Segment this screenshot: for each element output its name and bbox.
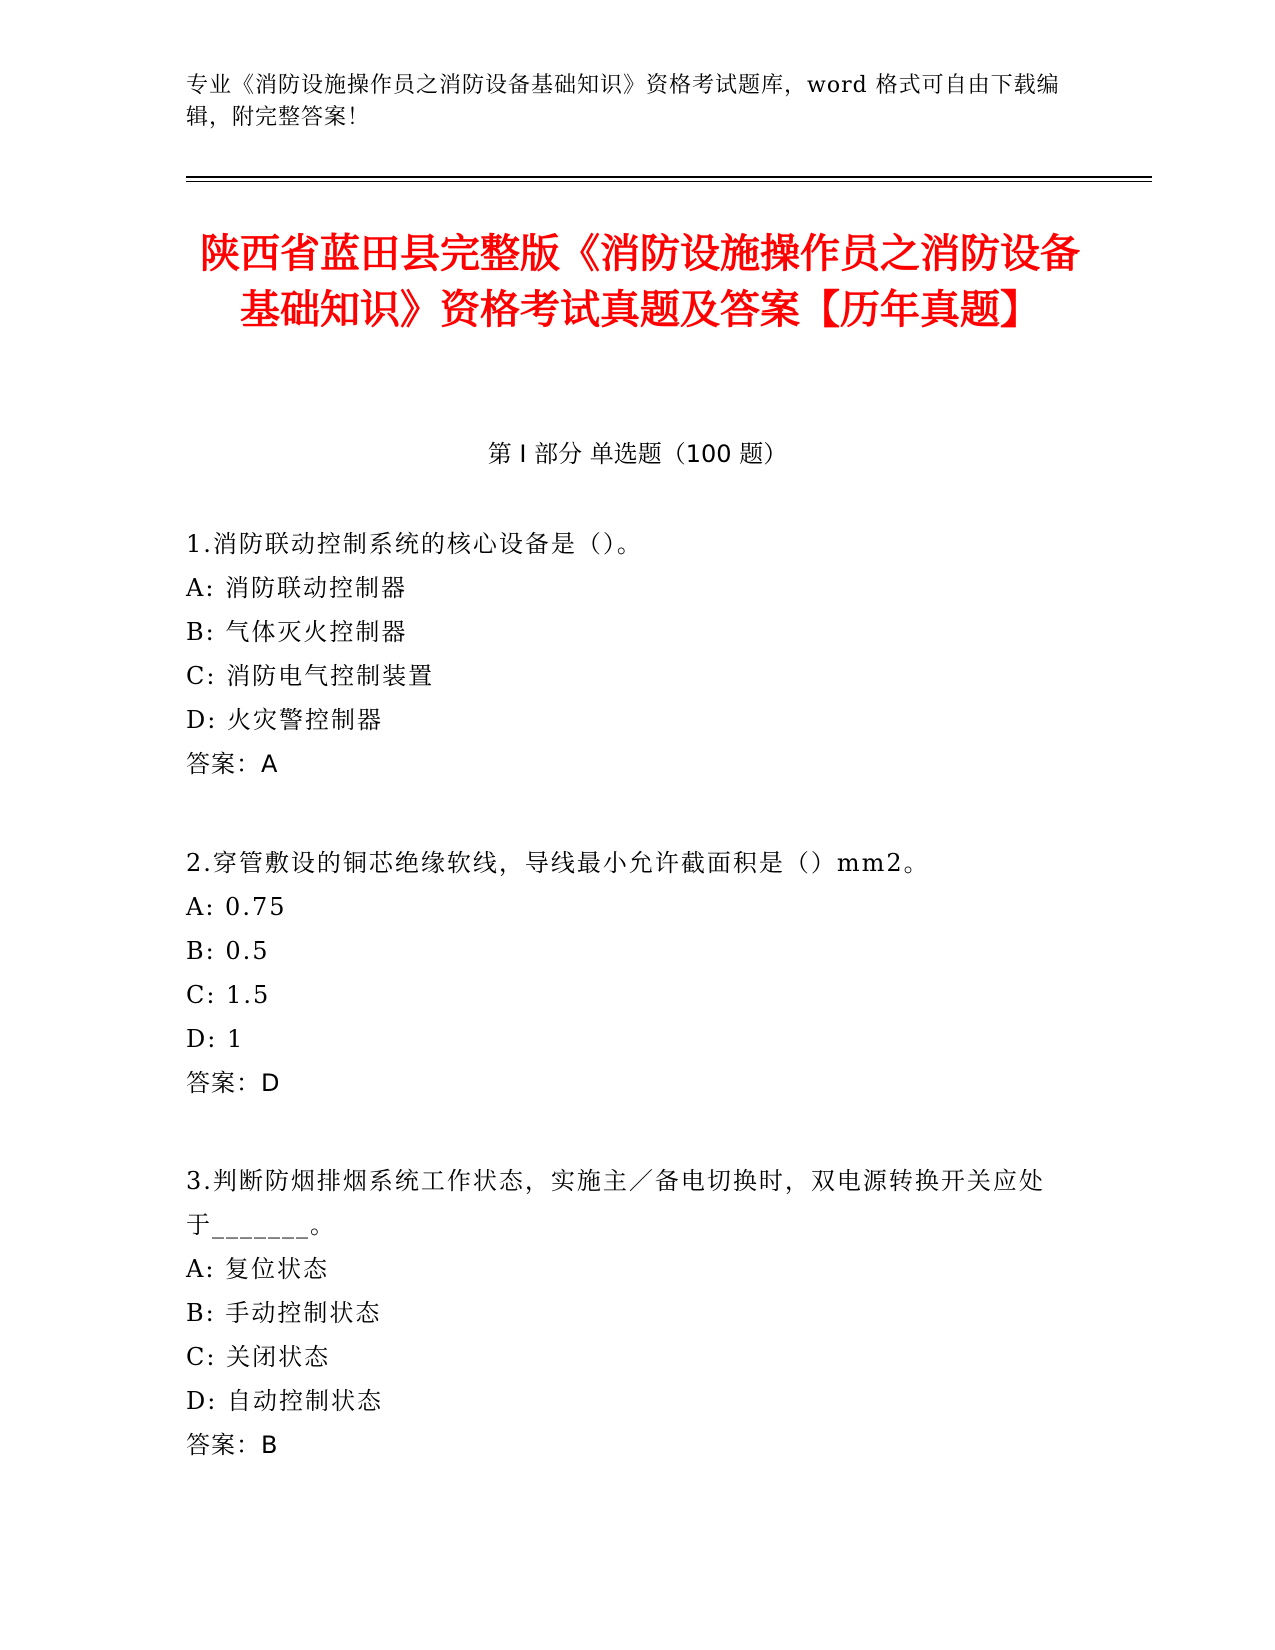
option-a: A: 0.75 (186, 893, 287, 921)
option-b: B: 0.5 (186, 937, 270, 965)
option-b: B: 气体灭火控制器 (186, 618, 408, 646)
option-d: D: 火灾警控制器 (186, 706, 383, 734)
option-c: C: 消防电气控制装置 (186, 662, 435, 690)
header-divider-thin (186, 181, 1152, 182)
document-header-note: 专业《消防设施操作员之消防设备基础知识》资格考试题库，word 格式可自由下载编辑，附完整答案！ (186, 73, 1060, 130)
option-d: D: 1 (186, 1025, 245, 1053)
header-divider-thick (186, 176, 1152, 178)
question-block (186, 841, 1066, 1105)
option-d: D: 自动控制状态 (186, 1387, 383, 1415)
option-c: C: 1.5 (186, 981, 271, 1009)
answer-line: 答案：A (186, 750, 279, 778)
option-c: C: 关闭状态 (186, 1343, 331, 1371)
answer-line: 答案：D (186, 1069, 281, 1097)
document-title: 陕西省蓝田县完整版《消防设施操作员之消防设备基础知识》资格考试真题及答案【历年真题】 (200, 231, 1080, 333)
question-stem: 2.穿管敷设的铜芯绝缘软线，导线最小允许截面积是（）mm2。 (186, 849, 930, 877)
question-stem: 3.判断防烟排烟系统工作状态，实施主／备电切换时，双电源转换开关应处于_______。 (186, 1167, 1045, 1239)
answer-line: 答案：B (186, 1431, 279, 1459)
question-stem: 1.消防联动控制系统的核心设备是（）。 (186, 530, 643, 558)
question-block (186, 1159, 1066, 1467)
question-block (186, 522, 1066, 786)
section-heading: 第 I 部分 单选题（100 题） (487, 440, 788, 468)
option-a: A: 复位状态 (186, 1255, 330, 1283)
option-a: A: 消防联动控制器 (186, 574, 408, 602)
option-b: B: 手动控制状态 (186, 1299, 382, 1327)
